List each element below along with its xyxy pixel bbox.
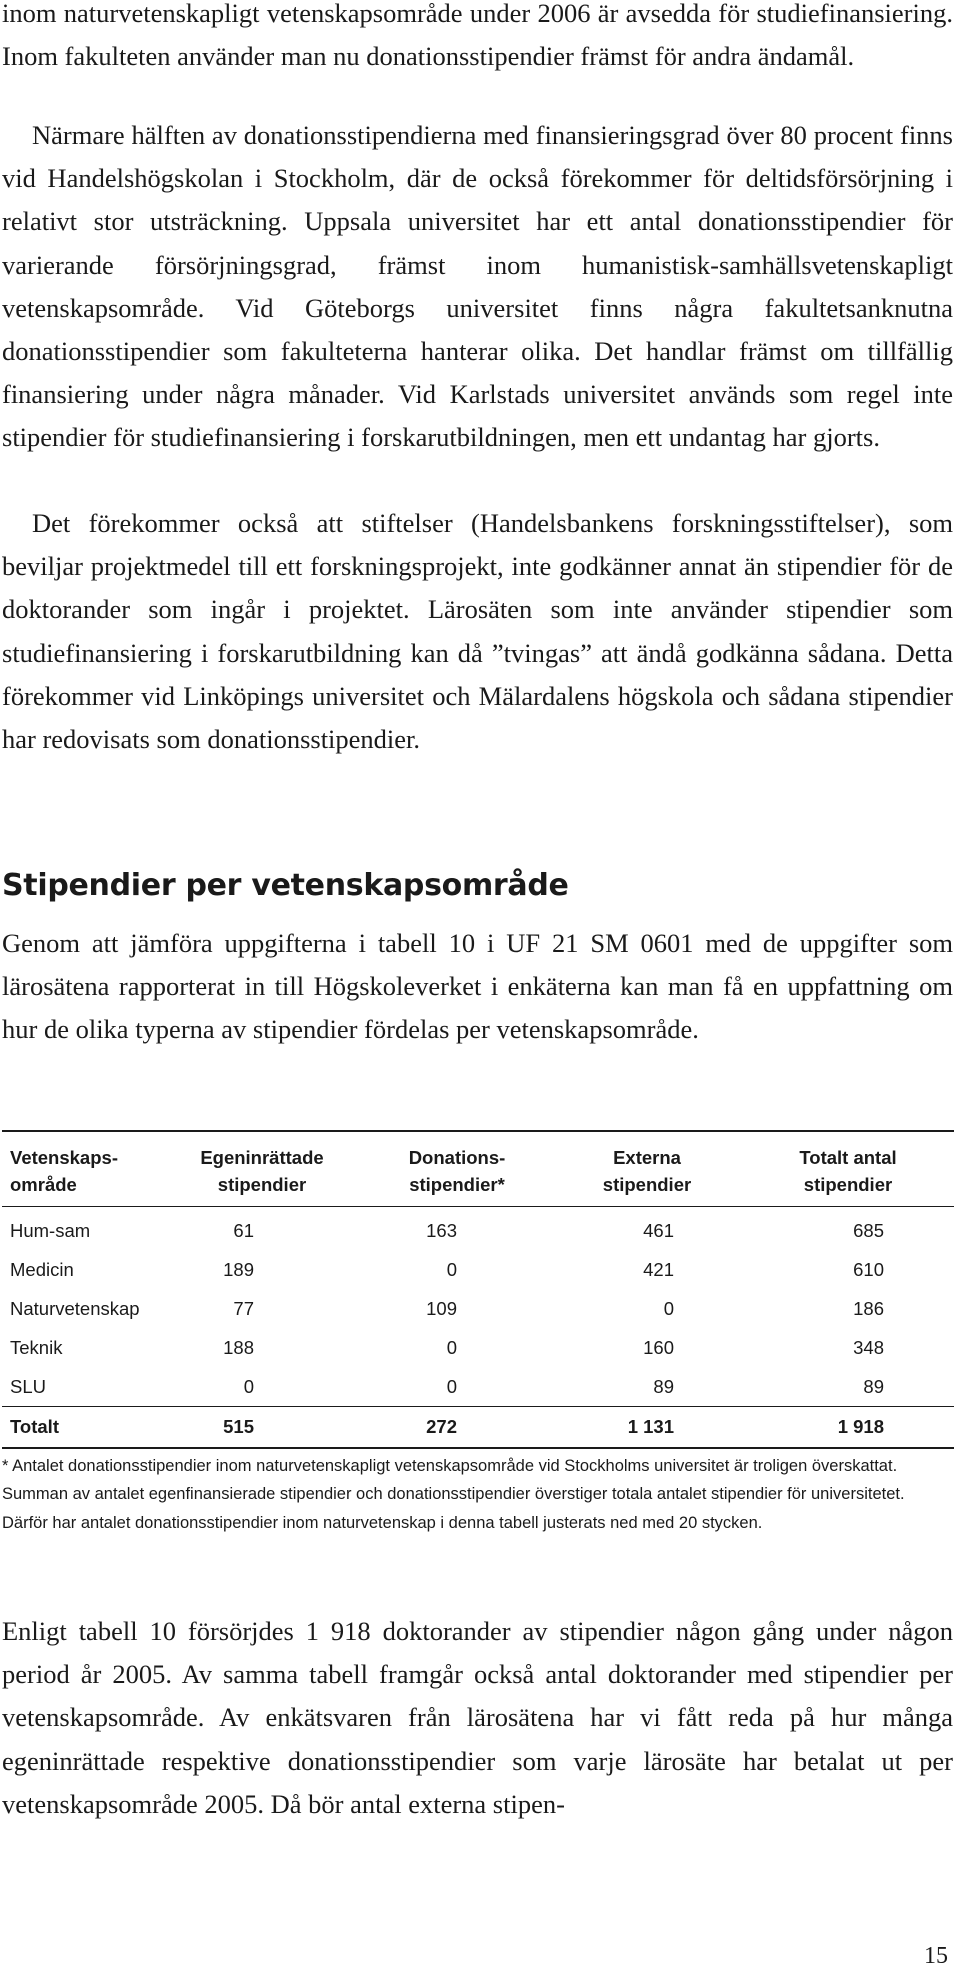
table-total-row: [2, 1407, 954, 1449]
cell-total: 685: [853, 1219, 884, 1241]
paragraph-intro-end: inom naturvetenskapligt vetenskapsområde under 2006 är avsedda för studiefinansiering. Inom fakulteten använder man nu donationsstipendier främst för andra ändamål.: [2, 0, 953, 72]
total-own: 515: [223, 1416, 254, 1437]
row-label: Teknik: [10, 1336, 63, 1358]
cell-donation: 0: [446, 1258, 457, 1280]
cell-donation: 109: [426, 1297, 457, 1319]
cell-external: 461: [643, 1219, 674, 1241]
paragraph-section-intro: Genom att jämföra uppgifterna i tabell 10 i UF 21 SM 0601 med de uppgifter som lärosätena rapporterat in till Högskoleverket i enkäterna kan man få en uppfattning om hur de olika typerna av stipendier fördelas per vetenskapsområde.: [2, 928, 953, 1045]
column-header-field: Vetenskaps- område: [10, 1147, 118, 1195]
table-row: [2, 1289, 954, 1328]
row-label: Naturvetenskap: [10, 1297, 140, 1319]
cell-total: 186: [853, 1297, 884, 1319]
cell-own: 188: [223, 1336, 254, 1358]
cell-external: 421: [643, 1258, 674, 1280]
table-row: [2, 1250, 954, 1289]
total-all: 1 918: [837, 1416, 884, 1437]
cell-external: 160: [643, 1336, 674, 1358]
table-row: [2, 1328, 954, 1367]
cell-external: 0: [663, 1297, 674, 1319]
row-label: Hum-sam: [10, 1219, 91, 1241]
cell-own: 77: [233, 1297, 254, 1319]
total-donation: 272: [426, 1416, 457, 1437]
row-label: SLU: [10, 1375, 46, 1397]
cell-own: 189: [223, 1258, 254, 1280]
cell-donation: 163: [426, 1219, 457, 1241]
table-row: [2, 1367, 954, 1407]
table-header-row: [2, 1131, 954, 1207]
section-heading: Stipendier per vetenskapsområde: [2, 868, 569, 903]
column-header-total: Totalt antal stipendier: [799, 1147, 897, 1195]
column-header-donation: Donations- stipendier*: [408, 1147, 506, 1195]
cell-total: 348: [853, 1336, 884, 1358]
scholarship-table: [2, 1130, 954, 1449]
table-footnote: * Antalet donationsstipendier inom naturvetenskapligt vetenskapsområde vid Stockholms universitet är troligen överskattat. Summan av antalet egenfinansierade stipendier och donationsstipendier överstiger totala antalet stipendier för universitetet. Därför har antalet donationsstipendier inom naturvetenskap i denna tabell justerats ned med 20 stycken.: [2, 1457, 905, 1532]
paragraph-closing: Enligt tabell 10 försörjdes 1 918 doktorander av stipendier någon gång under någon period år 2005. Av samma tabell framgår också antal doktorander med stipendier per vetenskapsområde. Av enkätsvaren från lärosätena har vi fått reda på hur många egeninrättade respektive donationsstipendier som varje lärosäte har betalat ut per vetenskapsområde 2005. Då bör antal externa stipen-: [2, 1616, 953, 1819]
cell-total: 89: [863, 1375, 884, 1397]
cell-own: 0: [243, 1375, 254, 1397]
cell-own: 61: [233, 1219, 254, 1241]
column-header-external: Externa stipendier: [602, 1147, 692, 1195]
page-number: 15: [924, 1943, 948, 1969]
paragraph-stiftelser: Det förekommer också att stiftelser (Handelsbankens forskningsstiftelser), som beviljar projektmedel till ett forskningsprojekt, inte godkänner annat än stipendier för de doktorander som ingår i projektet. Lärosäten som inte använder stipendier som studiefinansiering i forskarutbildning kan då ”tvingas” att ändå godkänna sådana. Detta förekommer vid Linköpings universitet och Mälardalens högskola och sådana stipendier har redovisats som donationsstipendier.: [2, 508, 953, 755]
paragraph-handelshogskolan: Närmare hälften av donationsstipendierna med finansieringsgrad över 80 procent finns vid Handelshögskolan i Stockholm, där de också förekommer för deltidsförsörjning i relativt stor utsträckning. Uppsala universitet har ett antal donationsstipendier för varierande försörjningsgrad, främst inom humanistisk-samhällsvetenskapligt vetenskapsområde. Vid Göteborgs universitet finns några fakultetsanknutna donationsstipendier som fakulteterna hanterar olika. Det handlar främst om tillfällig finansiering under några månader. Vid Karlstads universitet används som regel inte stipendier för studiefinansiering i forskarutbildningen, men ett undantag har gjorts.: [2, 120, 953, 453]
cell-donation: 0: [446, 1336, 457, 1358]
total-external: 1 131: [627, 1416, 674, 1437]
total-label: Totalt: [10, 1416, 59, 1437]
table-row: [2, 1207, 954, 1251]
cell-external: 89: [653, 1375, 674, 1397]
cell-total: 610: [853, 1258, 884, 1280]
row-label: Medicin: [10, 1258, 74, 1280]
cell-donation: 0: [446, 1375, 457, 1397]
column-header-own: Egeninrättade stipendier: [200, 1147, 324, 1195]
